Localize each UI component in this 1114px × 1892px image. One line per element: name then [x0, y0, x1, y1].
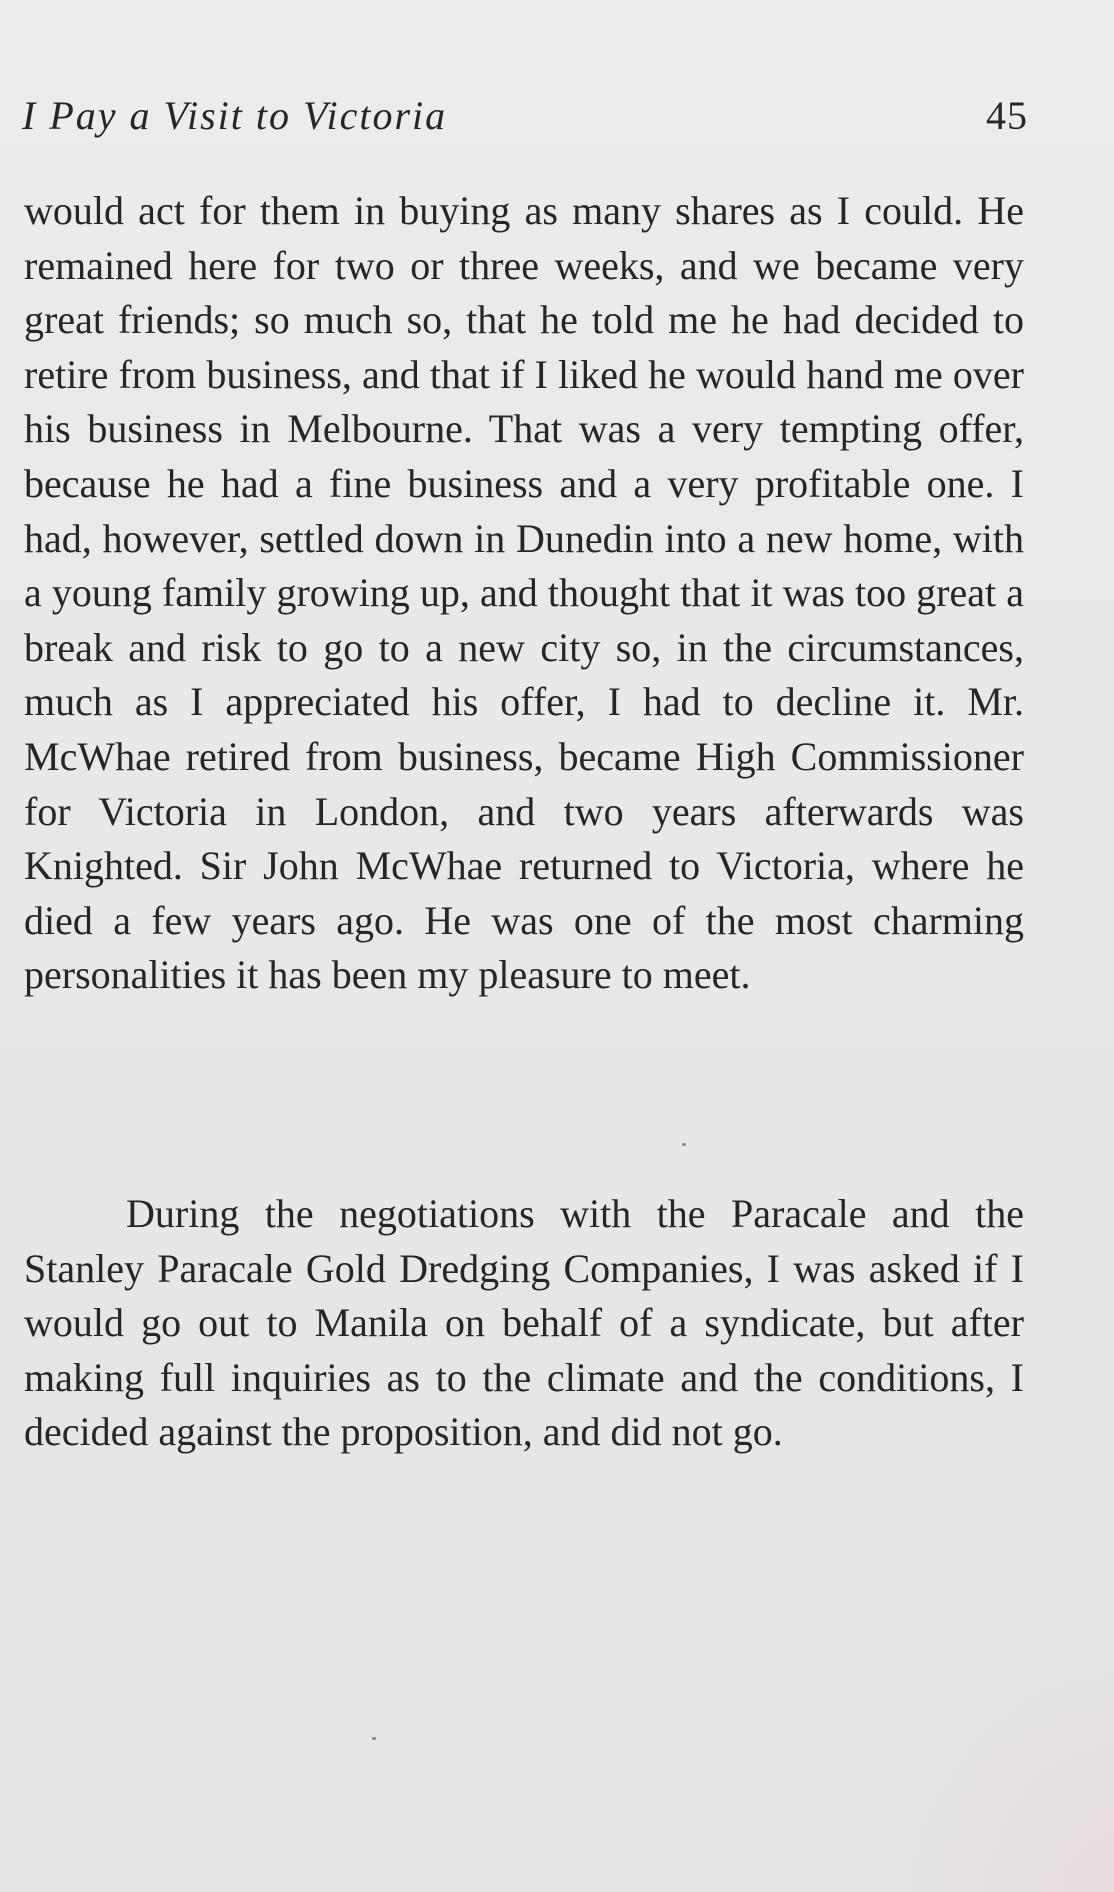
body-paragraph: would act for them in buying as many shares as I could. He remained here for two or three weeks, and we became very great friends; so much so, that he told me he had decided to retire from business, and that if I liked he would hand me over his business in Melbourne. That was a very tempting offer, because he had a fine business and a very profitable one. I had, however, settled down in Dunedin into a new home, with a young family growing up, and thought that it was too great a break and risk to go to a new city so, in the circumstances, much as I appreciated his offer, I had to decline it. Mr. McWhae retired from business, became High Commissioner for Victoria in London, and two years afterwards was Knighted. Sir John McWhae returned to Victoria, where he died a few years ago. He was one of the most charming personalities it has been my pleasure to meet. — [24, 188, 1024, 998]
page-discoloration — [894, 1632, 1114, 1892]
page-number: 45 — [986, 93, 1028, 138]
body-paragraph: During the negotiations with the Paracale and the Stanley Paracale Gold Dredging Companies, I was asked if I would go out to Manila on behalf of a syndicate, but after making full inquiries as to the climate and the conditions, I decided against the proposition, and did not go. — [24, 1191, 1024, 1455]
running-title: I Pay a Visit to Victoria — [22, 93, 448, 138]
running-head — [22, 92, 1028, 140]
paper-speck — [682, 1143, 686, 1146]
paper-speck — [372, 1737, 376, 1740]
